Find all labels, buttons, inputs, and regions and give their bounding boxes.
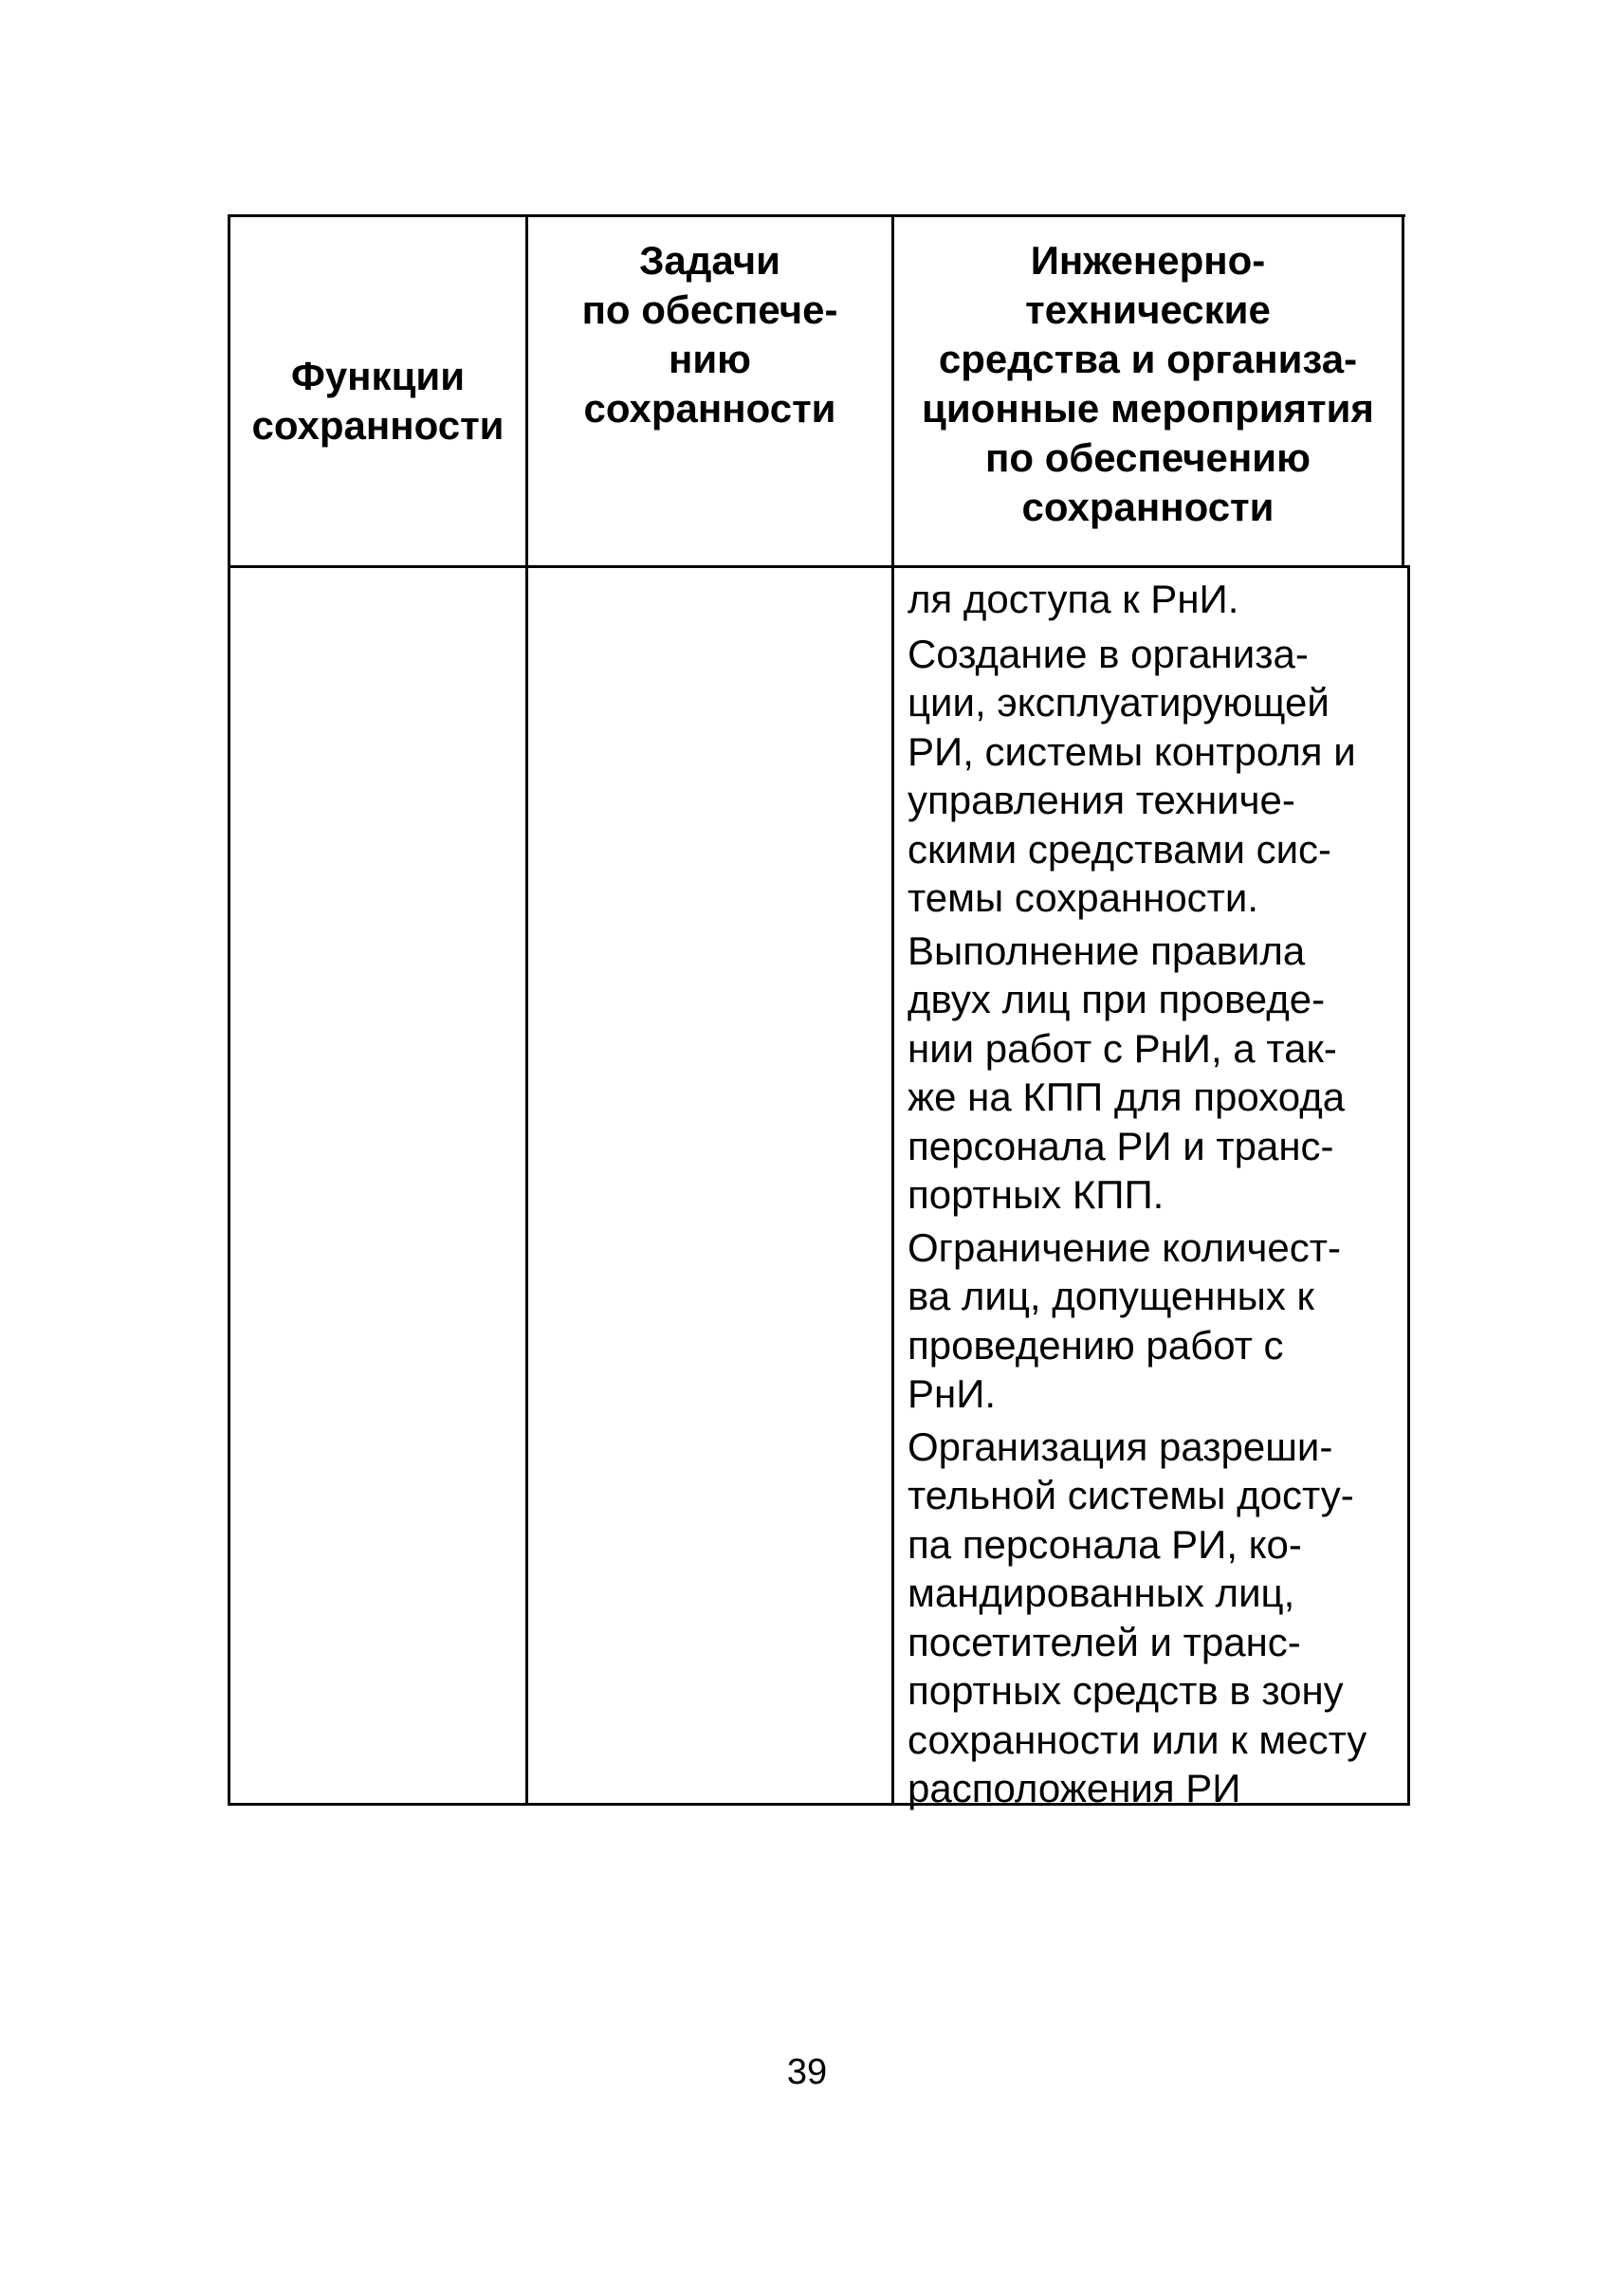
measure-paragraph: Выполнение правила двух лиц при проведе- нии работ с РнИ, а так- же на КПП для прохода персонала РИ и транс- портных КПП. [908,928,1346,1217]
table-cell-measures [908,575,1401,1817]
table-right-border-body [1407,565,1410,1806]
page-number: 39 [786,2052,828,2092]
header-cell-measures [894,217,1402,565]
header-cell-functions [230,217,525,565]
measure-paragraph: Организация разреши- тельной системы досту- па персонала РИ, ко- мандированных лиц, посетителей и транс- портных средств в зону сохранности или к месту расположения РИ [908,1424,1367,1810]
table-bottom-border-extension [1402,1803,1410,1806]
header-label: Инженерно- технические средства и организа- ционные мероприятия по обеспечению сохранности [922,238,1374,529]
measure-paragraph: Ограничение количест- ва лиц, допущенных к проведению работ с РнИ. [908,1224,1341,1416]
measure-paragraph: Создание в организа- ции, эксплуатирующей РИ, системы контроля и управления техниче- скими средствами сис- темы сохранности. [908,631,1356,920]
table-right-border-header [1402,214,1404,565]
header-cell-tasks [528,217,891,565]
header-row-divider [228,565,1407,568]
header-label: Функции сохранности [251,353,504,448]
header-label: Задачи по обеспече- нию сохранности [581,238,838,431]
measure-paragraph: ля доступа к РнИ. [908,577,1239,621]
